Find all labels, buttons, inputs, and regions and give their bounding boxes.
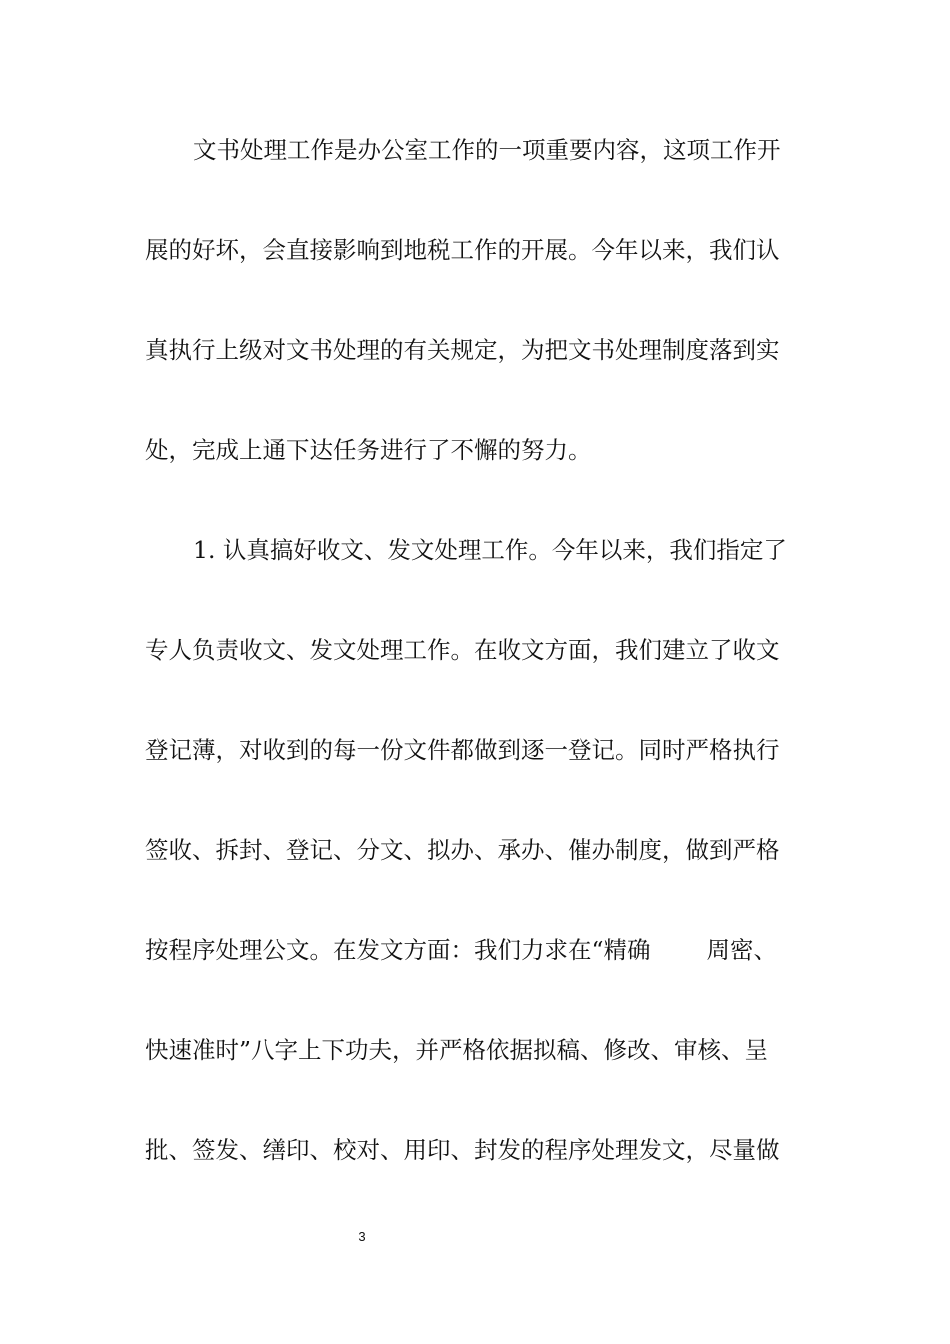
paragraph-1-line-4: 处，完成上通下达任务进行了不懈的努力。 (145, 436, 592, 464)
paragraph-1-line-3: 真执行上级对文书处理的有关规定，为把文书处理制度落到实 (145, 336, 780, 364)
paragraph-1-line-2: 展的好坏，会直接影响到地税工作的开展。今年以来，我们认 (145, 236, 780, 264)
paragraph-2-line-2: 专人负责收文、发文处理工作。在收文方面，我们建立了收文 (145, 636, 780, 664)
paragraph-2-line-3: 登记薄，对收到的每一份文件都做到逐一登记。同时严格执行 (145, 736, 780, 764)
paragraph-2-line-5-before-gap: 按程序处理公文。在发文方面：我们力求在“精确 (145, 936, 651, 964)
paragraph-2-line-5 (145, 933, 810, 967)
paragraph-1-line-1: 文书处理工作是办公室工作的一项重要内容，这项工作开 (193, 136, 781, 164)
page-number: 3 (358, 1229, 366, 1244)
paragraph-2-line-5-after-gap: 周密、 (706, 936, 778, 964)
paragraph-2-line-1: 1. 认真搞好收文、发文处理工作。今年以来，我们指定了 (193, 536, 787, 564)
paragraph-2-line-4: 签收、拆封、登记、分文、拟办、承办、催办制度，做到严格 (145, 836, 780, 864)
paragraph-2-line-7: 批、签发、缮印、校对、用印、封发的程序处理发文，尽量做 (145, 1136, 780, 1164)
paragraph-2-line-6: 快速准时”八字上下功夫，并严格依据拟稿、修改、审核、呈 (145, 1036, 769, 1064)
